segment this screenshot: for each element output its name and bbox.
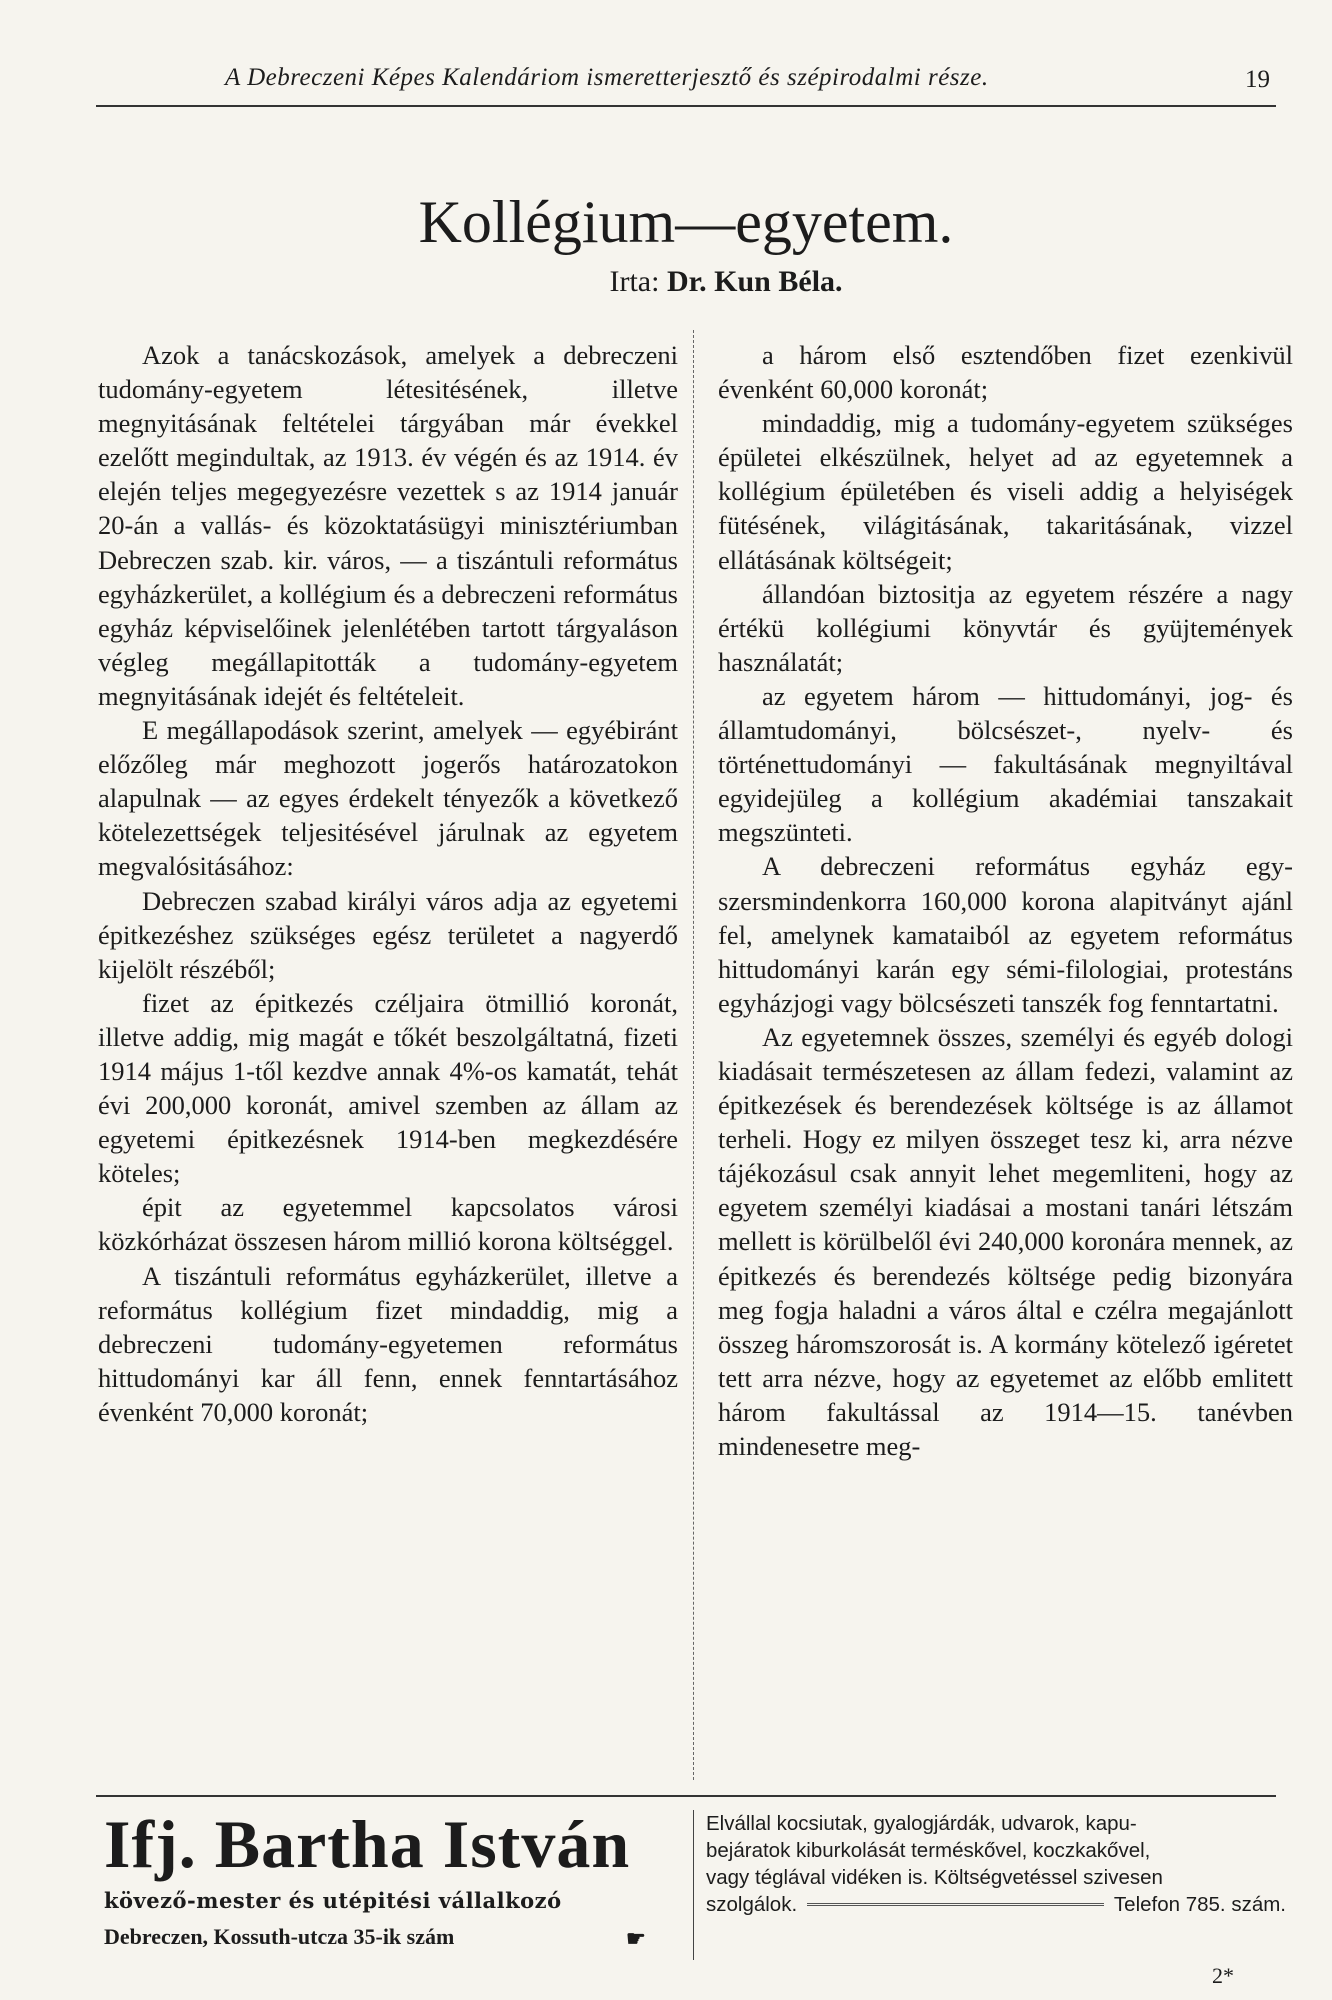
ad-trade: kövező-mester és utépitési vállalkozó (104, 1888, 562, 1913)
signature-mark: 2* (1212, 1963, 1234, 1988)
ad-description-line: vagy téglával vidéken is. Költségvetéssel szivesen (706, 1866, 1163, 1889)
paragraph: az egyetem három — hittudományi, jog- és államtudományi, bölcsészet-, nyelv- és történettudományi — fakultásának megnyiltával egyidejüleg a kollégium akadémiai tanszakait megszünteti. (718, 680, 1293, 848)
paragraph: A tiszántuli református egyházkerület, illetve a református kollégium fizet mindaddig, mig a debreczeni tudomány-egyetemen református hittudományi kar áll fenn, ennek fenntartásához évenként 70,000 koronát; (98, 1260, 678, 1427)
ad-last-line (706, 1891, 1286, 1918)
paragraph: épit az egyetemmel kapcsolatos városi közkórházat összesen három millió korona költséggel. (98, 1192, 678, 1257)
paragraph: fizet az épitkezés czéljaira ötmillió koronát, illetve addig, mig magát e tőkét beszolgáltatná, fizeti 1914 május 1-től kezdve annak 4%-os kamatát, tehát évi 200,000 koronát, amivel szemben az állam az egyetemi épitkezésnek 1914-ben megkezdésére köteles; (98, 987, 678, 1189)
footer-rule (96, 1795, 1276, 1797)
right-column (718, 338, 1293, 1463)
paragraph: mindaddig, mig a tudomány-egyetem szükséges épületei elkészülnek, helyet ad az egyetemnek a kollégium épületében és viseli addig a helyiségek fütésének, világitásának, takaritásának, vizzel ellátásának költségeit; (718, 408, 1293, 575)
byline (0, 265, 1332, 299)
byline-prefix: Irta: (609, 265, 660, 298)
header-rule (96, 105, 1276, 107)
article-title: Kollégium—egyetem. (418, 189, 954, 255)
ad-leader-rule (807, 1903, 1104, 1906)
paragraph: a három első esztendőben fizet ezenkivül évenként 60,000 koronát; (718, 340, 1293, 405)
page-number: 19 (1245, 66, 1270, 93)
paragraph: állandóan biztositja az egyetem részére a nagy értékü kollégiumi könyvtár és gyüjtemények használatát; (718, 578, 1293, 677)
ad-address: Debreczen, Kossuth-utcza 35-ik szám (104, 1924, 455, 1949)
pointing-hand-icon: ☛ (626, 1926, 646, 1952)
ad-description-line: Elvállal kocsiutak, gyalogjárdák, udvarok, kapu- (706, 1812, 1137, 1835)
left-column (98, 338, 678, 1429)
paragraph: Debreczen szabad királyi város adja az egyetemi épitkezéshez szükséges egész területet a nagyerdő kijelölt részéből; (98, 885, 678, 984)
paragraph: A debreczeni református egyház egyszersmindenkorra 160,000 korona alapitványt ajánl fel, amelynek kamataiból az egyetem református hittudományi karán egy sémi-filologiai, protestáns egyházjogi vagy bölcsészeti tanszék fog fenntartatni. (718, 851, 1293, 1018)
ad-description (706, 1810, 1286, 1918)
ad-divider (693, 1810, 694, 1960)
column-divider (693, 330, 694, 1780)
ad-closing: szolgálok. (706, 1893, 798, 1916)
author-name: Dr. Kun Béla. (666, 265, 843, 298)
ad-description-line: bejáratok kiburkolását terméskővel, koczkakővel, (706, 1839, 1151, 1862)
paragraph: Azok a tanácskozások, amelyek a debreczeni tudomány-egyetem létesitésének, illetve megnyitásának feltételei tárgyában már évekkel ezelőtt megindultak, az 1913. év végén és az 1914. év elején teljes megegyezésre vezettek s az 1914 január 20-án a vallás- és közoktatásügyi minisztériumban Debreczen szab. kir. város, — a tiszántuli református egyházkerület, a kollégium és a debreczeni református egyház képviselőinek jelenlétében tartott tárgyaláson végleg megállapitották a tudomány-egyetem megnyitásának idejét és feltételeit. (98, 340, 678, 711)
ad-company-name: Ifj. Bartha István (104, 1806, 631, 1882)
ad-telephone: Telefon 785. szám. (1113, 1893, 1286, 1916)
running-header: A Debreczeni Képes Kalendáriom ismeretterjesztő és szépirodalmi része. (225, 64, 989, 91)
paragraph: Az egyetemnek összes, személyi és egyéb dologi kiadásait természetesen az állam fedezi, valamint az épitkezések és berendezések költsége is az államot terheli. Hogy ez milyen összeget tesz ki, arra nézve tájékozásul csak annyit lehet megemliteni, hogy az egyetem személyi kiadásai a mostani tanári létszám mellett is körülbelől évi 240,000 koronára mennek, az épitkezés és berendezés költsége pedig bizonyára meg fogja haladni a város által e czélra megajánlott összeg háromszorosát is. A kormány kötelező igéretet tett arra nézve, hogy az egyetemet az előbb emlitett három fakultással az 1914—15. tanévben mindenesetre meg- (718, 1021, 1293, 1461)
paragraph: E megállapodások szerint, amelyek — egyébiránt előzőleg már meghozott jogerős határozatokon alapulnak — az egyes érdekelt tényezők a következő kötelezettségek teljesitésével járulnak az egyetem megvalósitásához: (98, 715, 678, 882)
